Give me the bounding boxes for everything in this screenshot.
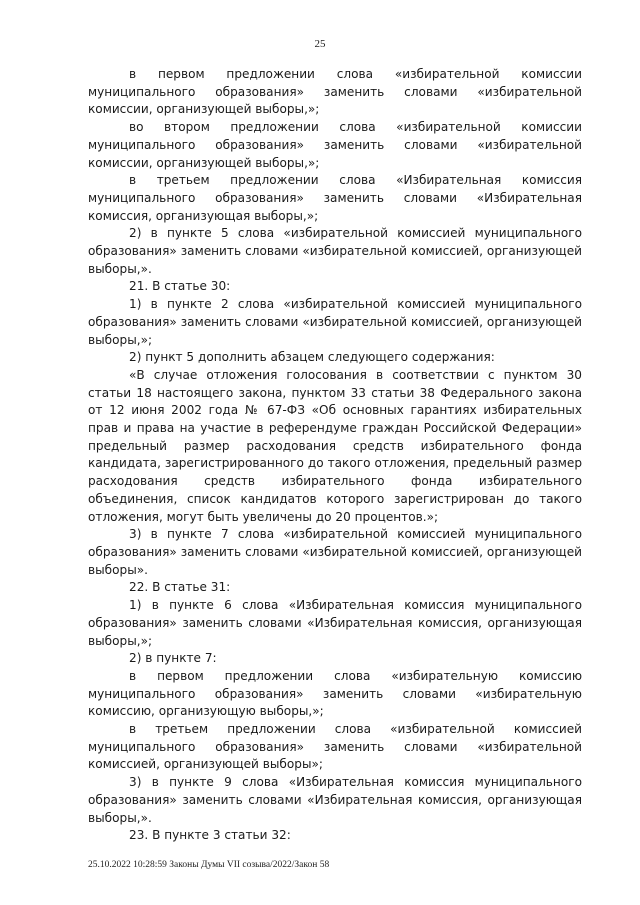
paragraph: 3) в пункте 7 слова «избирательной комиссией муниципального образования» заменить словами «избирательной комиссией, организующей выборы».: [88, 527, 582, 577]
paragraph: 2) пункт 5 дополнить абзацем следующего содержания:: [129, 350, 495, 365]
footer-stamp: 25.10.2022 10:28:59 Законы Думы VII созыва/2022/Закон 58: [88, 860, 330, 870]
paragraph: в третьем предложении слова «избирательной комиссией муниципального образования» заменить словами «избирательной комиссией, организующей выборы»;: [88, 722, 582, 772]
paragraph: 1) в пункте 2 слова «избирательной комиссией муниципального образования» заменить словами «избирательной комиссией, организующей выборы,»;: [88, 297, 582, 347]
paragraph: 1) в пункте 6 слова «Избирательная комиссия муниципального образования» заменить словами «Избирательная комиссия, организующая выборы,»;: [88, 598, 582, 648]
paragraph: 2) в пункте 7:: [129, 651, 217, 666]
quoted-paragraph: «В случае отложения голосования в соответствии с пунктом 30 статьи 18 настоящего закона, пунктом 33 статьи 38 Федерального закона от 12 июня 2002 года № 67-ФЗ «Об основных гарантиях избирательных прав и права на участие в референдуме граждан Российской Федерации» предельный размер расходования средств избирательного фонда кандидата, зарегистрированного до такого отложения, предельный размер расходования средств избирательного фонда избирательного объединения, список кандидатов которого зарегистрирован до такого отложения, могут быть увеличены до 20 процентов.»;: [88, 367, 582, 524]
page-number: 25: [314, 38, 326, 50]
section-heading: 21. В статье 30:: [129, 279, 231, 294]
paragraph: 2) в пункте 5 слова «избирательной комиссией муниципального образования» заменить словами «избирательной комиссией, организующей выборы,».: [88, 226, 582, 276]
paragraph: 3) в пункте 9 слова «Избирательная комиссия муниципального образования» заменить словами «Избирательная комиссия, организующая выборы,».: [88, 775, 582, 825]
section-heading: 23. В пункте 3 статьи 32:: [129, 828, 291, 843]
paragraph: в третьем предложении слова «Избирательная комиссия муниципального образования» заменить словами «Избирательная комиссия, организующая выборы,»;: [88, 173, 582, 223]
paragraph: в первом предложении слова «избирательной комиссии муниципального образования» заменить словами «избирательной комиссии, организующей выборы,»;: [88, 67, 582, 117]
paragraph: в первом предложении слова «избирательную комиссию муниципального образования» заменить словами «избирательную комиссию, организующую выборы,»;: [88, 668, 582, 719]
paragraph: во втором предложении слова «избирательной комиссии муниципального образования» заменить словами «избирательной комиссии, организующей выборы,»;: [88, 120, 582, 170]
section-heading: 22. В статье 31:: [129, 580, 231, 595]
document-body: [88, 66, 582, 845]
